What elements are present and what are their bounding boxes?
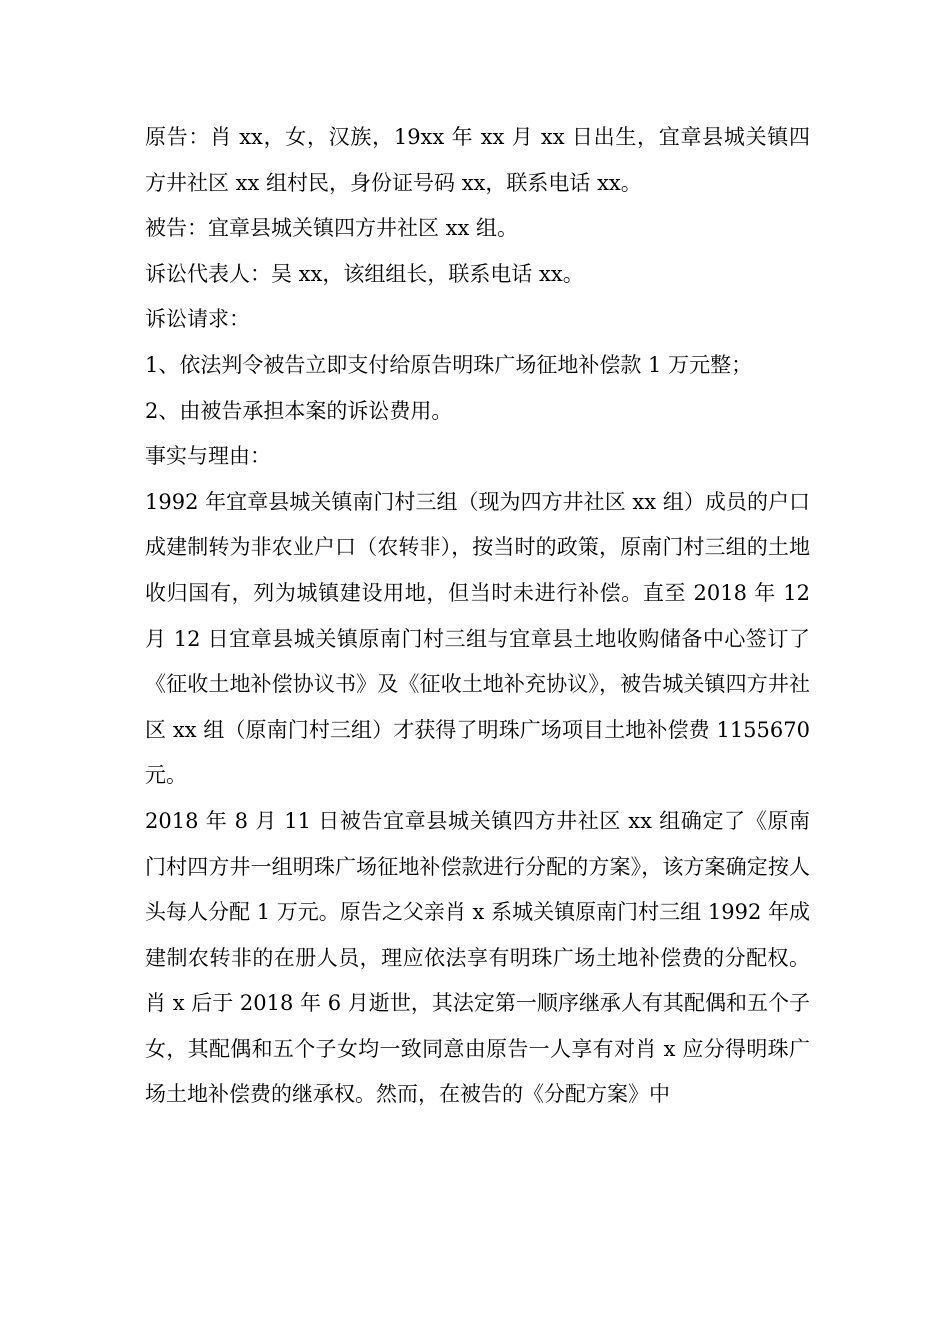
- claims-heading: 诉讼请求：: [145, 307, 250, 332]
- facts-heading: 事实与理由：: [145, 444, 271, 469]
- representative-paragraph: 诉讼代表人：吴 xx，该组组长，联系电话 xx。: [145, 261, 584, 286]
- document-body: [145, 115, 810, 1118]
- claim-item-2: 2、由被告承担本案的诉讼费用。: [145, 398, 453, 423]
- facts-paragraph-2: 2018 年 8 月 11 日被告宜章县城关镇四方井社区 xx 组确定了《原南门村四方井一组明珠广场征地补偿款进行分配的方案》，该方案确定按人头每人分配 1 万元。原告之父亲肖 x 系城关镇原南门村三组 1992 年成建制农转非的在册人员，理应依法享有明珠广场土地补偿费的分配权。肖 x 后于 2018 年 6 月逝世，其法定第一顺序继承人有其配偶和五个子女，其配偶和五个子女均一致同意由原告一人享有对肖 x 应分得明珠广场土地补偿费的继承权。然而，在被告的《分配方案》中: [145, 808, 810, 1107]
- claim-item-1: 1、依法判令被告立即支付给原告明珠广场征地补偿款 1 万元整；: [145, 352, 753, 377]
- facts-paragraph-1: 1992 年宜章县城关镇南门村三组（现为四方井社区 xx 组）成员的户口成建制转为非农业户口（农转非），按当时的政策，原南门村三组的土地收归国有，列为城镇建设用地，但当时未进行补偿。直至 2018 年 12 月 12 日宜章县城关镇原南门村三组与宜章县土地收购储备中心签订了《征收土地补偿协议书》及《征收土地补充协议》，被告城关镇四方井社区 xx 组（原南门村三组）才获得了明珠广场项目土地补偿费 1155670 元。: [145, 489, 810, 788]
- defendant-paragraph: 被告：宜章县城关镇四方井社区 xx 组。: [145, 216, 519, 241]
- plaintiff-paragraph: 原告：肖 xx，女，汉族，19xx 年 xx 月 xx 日出生，宜章县城关镇四方井社区 xx 组村民，身份证号码 xx，联系电话 xx。: [145, 125, 810, 195]
